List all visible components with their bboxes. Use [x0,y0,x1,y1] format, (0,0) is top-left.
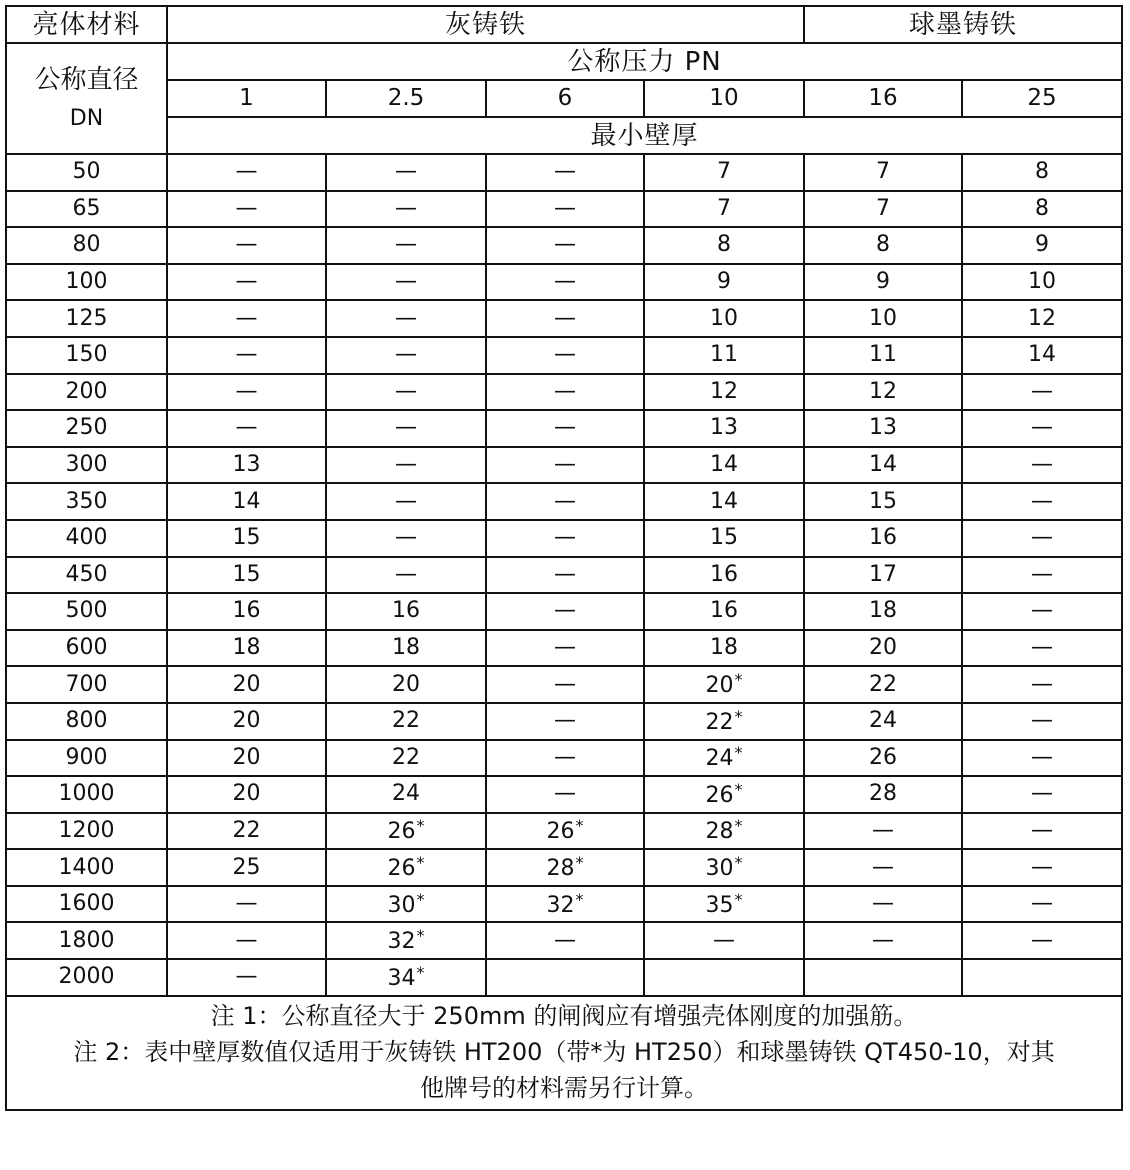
min-wall-thickness-table [5,5,1123,1111]
thickness-cell [962,959,1122,996]
thickness-cell: — [326,520,486,557]
thickness-cell: — [962,776,1122,813]
table-row [6,191,1122,228]
ht250-marker: * [416,853,425,873]
thickness-cell: 11 [804,337,962,374]
thickness-cell: — [486,300,644,337]
thickness-cell: — [962,886,1122,923]
thickness-cell: 25 [167,849,326,886]
thickness-cell: 8 [644,227,804,264]
notes-row [6,996,1122,1110]
thickness-cell: — [326,191,486,228]
thickness-cell: 13 [804,410,962,447]
thickness-cell: 7 [644,154,804,191]
dn-cell: 450 [6,557,167,594]
thickness-cell: — [486,557,644,594]
thickness-cell: 18 [167,630,326,667]
thickness-cell: — [486,483,644,520]
table-row [6,849,1122,886]
table-body [6,154,1122,996]
thickness-cell: — [486,154,644,191]
thickness-cell: — [962,922,1122,959]
thickness-cell: — [326,410,486,447]
thickness-cell: 11 [644,337,804,374]
dn-cell: 1200 [6,813,167,850]
thickness-cell: 24 [326,776,486,813]
thickness-cell: 8 [962,154,1122,191]
ht250-marker: * [575,816,584,836]
thickness-cell: 32* [326,922,486,959]
thickness-cell: 26* [486,813,644,850]
thickness-cell: — [962,557,1122,594]
thickness-cell: — [962,447,1122,484]
table-row [6,703,1122,740]
thickness-cell: 20 [167,740,326,777]
thickness-cell: — [486,447,644,484]
notes-cell [6,996,1122,1110]
thickness-cell: — [326,447,486,484]
thickness-cell: — [486,191,644,228]
nominal-diameter-label [6,43,167,154]
thickness-cell: 30* [326,886,486,923]
thickness-cell: 26* [326,849,486,886]
table-row [6,886,1122,923]
thickness-cell: 17 [804,557,962,594]
thickness-cell: — [804,849,962,886]
note-1: 注 1：公称直径大于 250mm 的闸阀应有增强壳体刚度的加强筋。 [210,1001,918,1030]
thickness-cell: 30* [644,849,804,886]
thickness-cell: 7 [644,191,804,228]
thickness-cell: — [486,227,644,264]
thickness-cell: — [962,630,1122,667]
thickness-cell: 15 [167,520,326,557]
thickness-cell: — [804,922,962,959]
thickness-cell: — [167,886,326,923]
thickness-cell: 15 [804,483,962,520]
header-row-min-thickness [6,117,1122,154]
thickness-cell: 28* [486,849,644,886]
table-row [6,154,1122,191]
thickness-cell: 16 [804,520,962,557]
thickness-cell: 28 [804,776,962,813]
thickness-cell: 26* [326,813,486,850]
table-row [6,776,1122,813]
thickness-cell: — [486,630,644,667]
table-row [6,227,1122,264]
thickness-cell: 15 [644,520,804,557]
thickness-cell: 24 [804,703,962,740]
thickness-cell: 14 [962,337,1122,374]
thickness-cell: — [962,593,1122,630]
thickness-cell: 8 [962,191,1122,228]
thickness-cell: 14 [167,483,326,520]
table-row [6,630,1122,667]
pn-value: 10 [644,80,804,117]
thickness-cell: 20 [167,703,326,740]
gray-iron-header: 灰铸铁 [167,6,804,43]
thickness-cell: 12 [804,374,962,411]
thickness-cell: — [804,886,962,923]
table-row [6,337,1122,374]
thickness-cell: 26* [644,776,804,813]
ht250-marker: * [734,816,743,836]
thickness-cell: 22 [804,666,962,703]
thickness-cell: 18 [804,593,962,630]
thickness-cell: — [326,374,486,411]
thickness-cell: 12 [644,374,804,411]
thickness-cell: — [167,374,326,411]
nominal-pressure-header: 公称压力 PN [167,43,1122,80]
ductile-iron-header: 球墨铸铁 [804,6,1122,43]
thickness-cell: 14 [804,447,962,484]
pn-value: 1 [167,80,326,117]
thickness-cell: — [962,483,1122,520]
thickness-cell: 18 [326,630,486,667]
thickness-cell: — [962,374,1122,411]
thickness-cell: — [804,813,962,850]
thickness-cell [804,959,962,996]
table-row [6,447,1122,484]
thickness-cell: 9 [962,227,1122,264]
thickness-cell: 14 [644,483,804,520]
dn-cell: 2000 [6,959,167,996]
nominal-diameter-code: DN [69,106,104,132]
thickness-cell: 13 [644,410,804,447]
thickness-cell: 22 [326,740,486,777]
ht250-marker: * [416,816,425,836]
thickness-cell [644,959,804,996]
thickness-cell: — [962,703,1122,740]
thickness-cell: — [167,337,326,374]
thickness-cell: — [167,410,326,447]
thickness-cell: — [962,849,1122,886]
ht250-marker: * [734,670,743,690]
thickness-cell: — [167,959,326,996]
dn-cell: 65 [6,191,167,228]
thickness-cell: 26 [804,740,962,777]
table-row [6,557,1122,594]
thickness-cell: 15 [167,557,326,594]
thickness-cell: — [167,300,326,337]
dn-cell: 800 [6,703,167,740]
dn-cell: 1800 [6,922,167,959]
thickness-cell: 7 [804,154,962,191]
thickness-cell: 24* [644,740,804,777]
ht250-marker: * [575,889,584,909]
table-row [6,666,1122,703]
thickness-cell: 12 [962,300,1122,337]
thickness-cell: — [326,483,486,520]
dn-cell: 125 [6,300,167,337]
dn-cell: 300 [6,447,167,484]
thickness-cell: — [326,264,486,301]
table-row [6,300,1122,337]
header-row-pn [6,43,1122,80]
thickness-cell: 10 [962,264,1122,301]
thickness-cell: — [962,520,1122,557]
header-row-pn-values [6,80,1122,117]
thickness-cell: — [486,740,644,777]
ht250-marker: * [575,853,584,873]
thickness-cell: — [962,410,1122,447]
dn-cell: 350 [6,483,167,520]
thickness-cell: — [962,740,1122,777]
dn-cell: 1600 [6,886,167,923]
dn-cell: 100 [6,264,167,301]
thickness-cell: — [486,703,644,740]
pn-value: 6 [486,80,644,117]
dn-cell: 80 [6,227,167,264]
thickness-cell: — [326,154,486,191]
thickness-cell: 20 [167,776,326,813]
min-thickness-header: 最小壁厚 [167,117,1122,154]
thickness-cell: 10 [644,300,804,337]
material-label: 亮体材料 [6,6,167,43]
dn-cell: 400 [6,520,167,557]
thickness-cell: 9 [644,264,804,301]
thickness-cell: 8 [804,227,962,264]
dn-cell: 1400 [6,849,167,886]
thickness-cell: 32* [486,886,644,923]
dn-cell: 50 [6,154,167,191]
note-2: 注 2：表中壁厚数值仅适用于灰铸铁 HT200（带*为 HT250）和球墨铸铁 QT450-10，对其 [73,1037,1055,1066]
ht250-marker: * [734,779,743,799]
dn-cell: 500 [6,593,167,630]
nominal-diameter-cn: 公称直径 [34,65,139,96]
thickness-cell: 9 [804,264,962,301]
ht250-marker: * [734,853,743,873]
thickness-cell: 10 [804,300,962,337]
table-row [6,959,1122,996]
thickness-cell: — [167,922,326,959]
table-row [6,410,1122,447]
thickness-cell: 18 [644,630,804,667]
thickness-cell: 16 [326,593,486,630]
note-2-continued: 他牌号的材料需另行计算。 [420,1073,709,1102]
dn-cell: 1000 [6,776,167,813]
thickness-cell: — [644,922,804,959]
ht250-marker: * [734,706,743,726]
thickness-cell: — [167,227,326,264]
thickness-cell: 34* [326,959,486,996]
table-row [6,483,1122,520]
thickness-cell: — [486,922,644,959]
thickness-cell: — [486,264,644,301]
ht250-marker: * [416,926,425,946]
table-row [6,264,1122,301]
thickness-cell: — [486,337,644,374]
thickness-cell: 13 [167,447,326,484]
thickness-cell: — [962,666,1122,703]
thickness-cell: 22 [326,703,486,740]
thickness-cell: 28* [644,813,804,850]
dn-cell: 150 [6,337,167,374]
thickness-cell: — [167,191,326,228]
dn-cell: 900 [6,740,167,777]
thickness-cell: — [486,666,644,703]
thickness-cell: — [486,374,644,411]
thickness-cell: 14 [644,447,804,484]
thickness-cell: — [326,300,486,337]
pn-value: 25 [962,80,1122,117]
dn-cell: 600 [6,630,167,667]
thickness-cell [486,959,644,996]
thickness-cell: — [486,776,644,813]
thickness-cell: 22* [644,703,804,740]
thickness-cell: 22 [167,813,326,850]
thickness-cell: — [326,337,486,374]
ht250-marker: * [416,889,425,909]
dn-cell: 250 [6,410,167,447]
thickness-cell: — [167,264,326,301]
table-row [6,740,1122,777]
thickness-cell: 16 [644,557,804,594]
table-row [6,520,1122,557]
thickness-cell: — [486,520,644,557]
thickness-cell: 20* [644,666,804,703]
thickness-cell: — [167,154,326,191]
ht250-marker: * [416,962,425,982]
ht250-marker: * [734,889,743,909]
thickness-cell: 20 [804,630,962,667]
table-row [6,593,1122,630]
table-row [6,374,1122,411]
ht250-marker: * [734,743,743,763]
thickness-cell: 7 [804,191,962,228]
thickness-cell: — [962,813,1122,850]
table-row [6,922,1122,959]
pn-value: 16 [804,80,962,117]
wall-thickness-sheet [5,5,1121,1111]
header-row-material [6,6,1122,43]
thickness-cell: 20 [326,666,486,703]
thickness-cell: 16 [644,593,804,630]
thickness-cell: 35* [644,886,804,923]
thickness-cell: — [486,410,644,447]
table-row [6,813,1122,850]
dn-cell: 200 [6,374,167,411]
pn-value: 2.5 [326,80,486,117]
dn-cell: 700 [6,666,167,703]
thickness-cell: — [326,227,486,264]
thickness-cell: — [486,593,644,630]
thickness-cell: 16 [167,593,326,630]
thickness-cell: — [326,557,486,594]
thickness-cell: 20 [167,666,326,703]
